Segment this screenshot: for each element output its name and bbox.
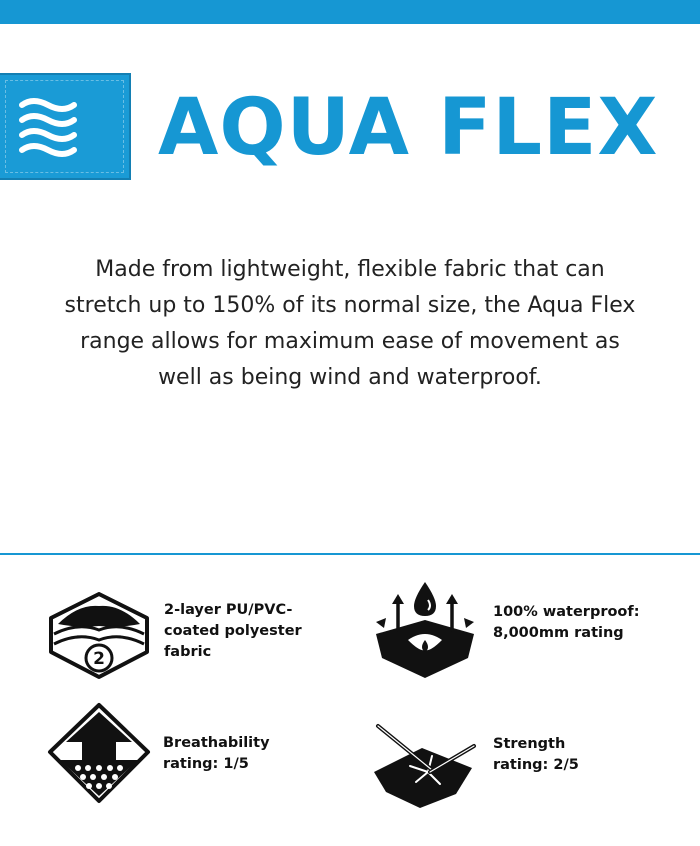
feature-label-line: 8,000mm rating xyxy=(493,625,624,641)
logo-badge xyxy=(0,73,131,180)
breathability-icon xyxy=(42,702,157,807)
feature-label-line: Breathability xyxy=(163,735,270,751)
feature-label-line: Strength xyxy=(493,736,566,752)
feature-label-line: fabric xyxy=(164,644,212,660)
feature-label-line: coated polyester xyxy=(164,623,302,639)
description-line: range allows for maximum ease of movement as xyxy=(80,329,620,354)
layers-icon xyxy=(42,592,157,680)
feature-label-line: 100% waterproof: xyxy=(493,604,640,620)
feature-label-line: rating: 2/5 xyxy=(493,757,579,773)
feature-label-line: 2-layer PU/PVC- xyxy=(164,602,293,618)
section-divider xyxy=(0,553,700,555)
description-line: well as being wind and waterproof. xyxy=(158,365,542,390)
layers-badge-number: 2 xyxy=(93,649,105,669)
waterproof-icon xyxy=(370,578,480,683)
description-line: Made from lightweight, flexible fabric that can xyxy=(95,257,605,282)
brand-title: AQUA FLEX xyxy=(158,83,659,173)
strength-icon xyxy=(370,722,480,812)
description-line: stretch up to 150% of its normal size, the Aqua Flex xyxy=(64,293,636,318)
waves-icon xyxy=(18,93,78,163)
product-description xyxy=(40,252,660,396)
feature-label-line: rating: 1/5 xyxy=(163,756,249,772)
top-accent-bar xyxy=(0,0,700,24)
